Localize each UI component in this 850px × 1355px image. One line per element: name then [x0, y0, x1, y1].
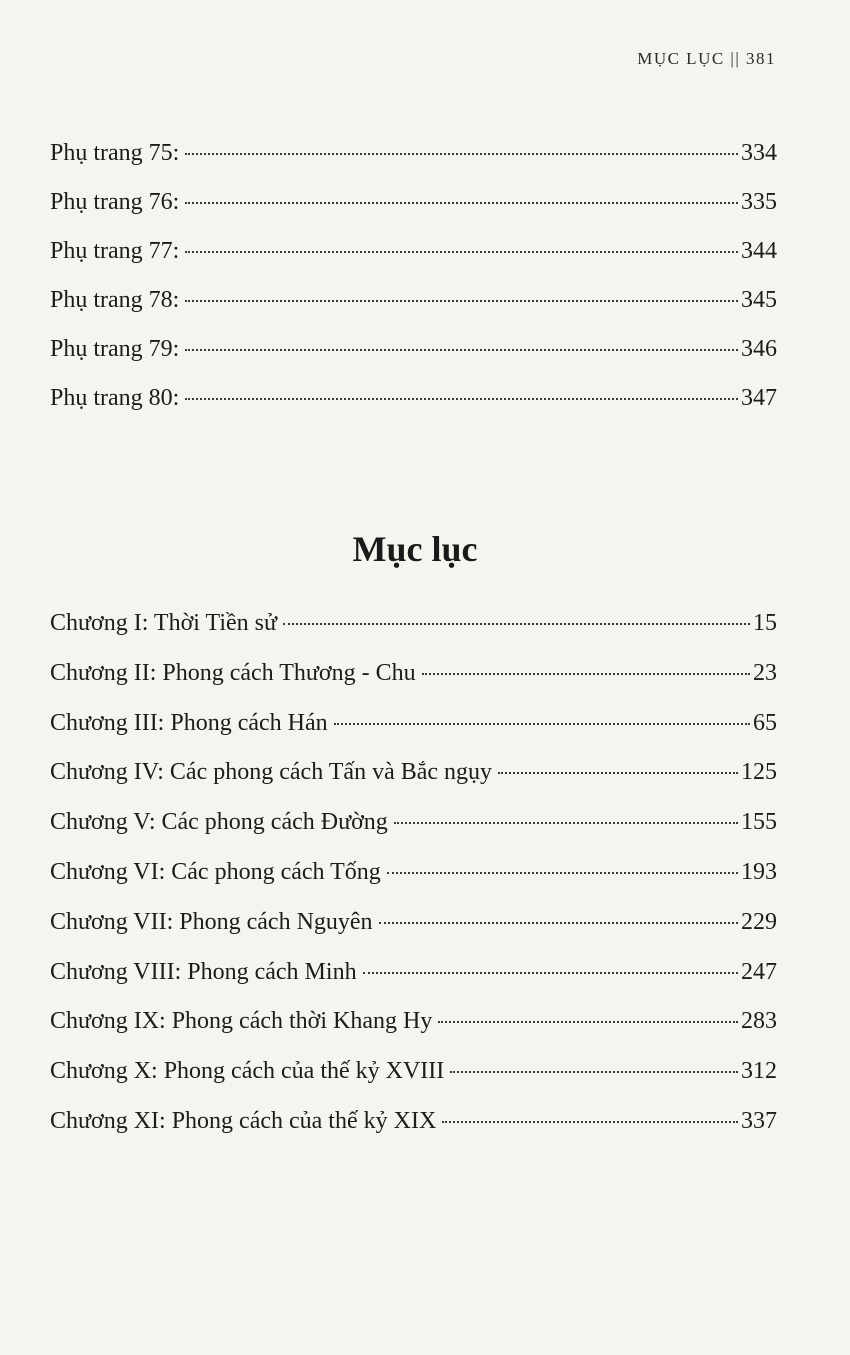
dot-leader — [185, 349, 738, 351]
entry-label: Phụ trang 77: — [50, 238, 180, 264]
dot-leader — [498, 772, 738, 774]
entry-label: Chương VIII: Phong cách Minh — [50, 958, 357, 985]
entry-page-number: 65 — [753, 709, 777, 736]
entry-page-number: 155 — [741, 809, 777, 836]
dot-leader — [363, 972, 738, 974]
entry-label: Chương I: Thời Tiền sử — [50, 610, 278, 636]
dot-leader — [442, 1121, 738, 1123]
entry-label: Chương V: Các phong cách Đường — [50, 809, 388, 836]
appendix-entry — [50, 140, 777, 189]
toc-entry — [50, 1058, 777, 1108]
entry-label: Chương III: Phong cách Hán — [50, 709, 328, 736]
entry-page-number: 283 — [741, 1008, 777, 1035]
entry-page-number: 229 — [741, 908, 777, 935]
entry-page-number: 193 — [741, 858, 777, 885]
appendix-entry — [50, 385, 777, 434]
entry-page-number: 125 — [741, 759, 777, 786]
dot-leader — [185, 153, 738, 155]
entry-label: Chương VI: Các phong cách Tống — [50, 858, 381, 885]
dot-leader — [379, 922, 738, 924]
entry-label: Phụ trang 76: — [50, 189, 180, 215]
appendix-entry — [50, 238, 777, 287]
entry-label: Phụ trang 79: — [50, 336, 180, 362]
entry-page-number: 346 — [741, 336, 777, 362]
dot-leader — [450, 1071, 738, 1073]
entry-label: Phụ trang 75: — [50, 140, 180, 166]
appendix-entry — [50, 189, 777, 238]
entry-page-number: 312 — [741, 1058, 777, 1085]
toc-entry — [50, 1108, 777, 1158]
dot-leader — [283, 623, 750, 625]
dot-leader — [185, 202, 738, 204]
entry-page-number: 15 — [753, 610, 777, 636]
entry-page-number: 347 — [741, 385, 777, 411]
toc-entry — [50, 909, 777, 959]
appendix-entry — [50, 336, 777, 385]
toc-entry — [50, 759, 777, 809]
dot-leader — [185, 300, 738, 302]
contents-title: Mục lục — [352, 529, 478, 569]
entry-page-number: 247 — [741, 958, 777, 985]
running-header: MỤC LỤC || 381 — [637, 49, 776, 68]
entry-label: Chương IX: Phong cách thời Khang Hy — [50, 1008, 433, 1035]
entry-page-number: 335 — [741, 189, 777, 215]
dot-leader — [422, 673, 750, 675]
toc-entry — [50, 959, 777, 1009]
dot-leader — [438, 1021, 738, 1023]
toc-entry — [50, 809, 777, 859]
dot-leader — [185, 398, 738, 400]
entry-label: Chương X: Phong cách của thế kỷ XVIII — [50, 1058, 445, 1085]
dot-leader — [185, 251, 738, 253]
toc-entry — [50, 1008, 777, 1058]
toc-entry — [50, 660, 777, 710]
entry-page-number: 23 — [753, 659, 777, 686]
toc-entry — [50, 710, 777, 760]
entry-page-number: 337 — [741, 1107, 777, 1134]
table-of-contents — [50, 610, 777, 1158]
entry-label: Chương II: Phong cách Thương - Chu — [50, 659, 416, 686]
entry-label: Phụ trang 78: — [50, 287, 180, 313]
toc-entry — [50, 610, 777, 660]
appendix-list — [50, 140, 777, 434]
dot-leader — [394, 822, 738, 824]
entry-label: Chương XI: Phong cách của thế kỷ XIX — [50, 1107, 437, 1134]
entry-label: Phụ trang 80: — [50, 385, 180, 411]
entry-page-number: 334 — [741, 140, 777, 166]
entry-label: Chương VII: Phong cách Nguyên — [50, 908, 373, 935]
toc-entry — [50, 859, 777, 909]
appendix-entry — [50, 287, 777, 336]
entry-page-number: 345 — [741, 287, 777, 313]
dot-leader — [387, 872, 738, 874]
dot-leader — [334, 723, 750, 725]
entry-label: Chương IV: Các phong cách Tấn và Bắc ngụy — [50, 759, 493, 786]
entry-page-number: 344 — [741, 238, 777, 264]
